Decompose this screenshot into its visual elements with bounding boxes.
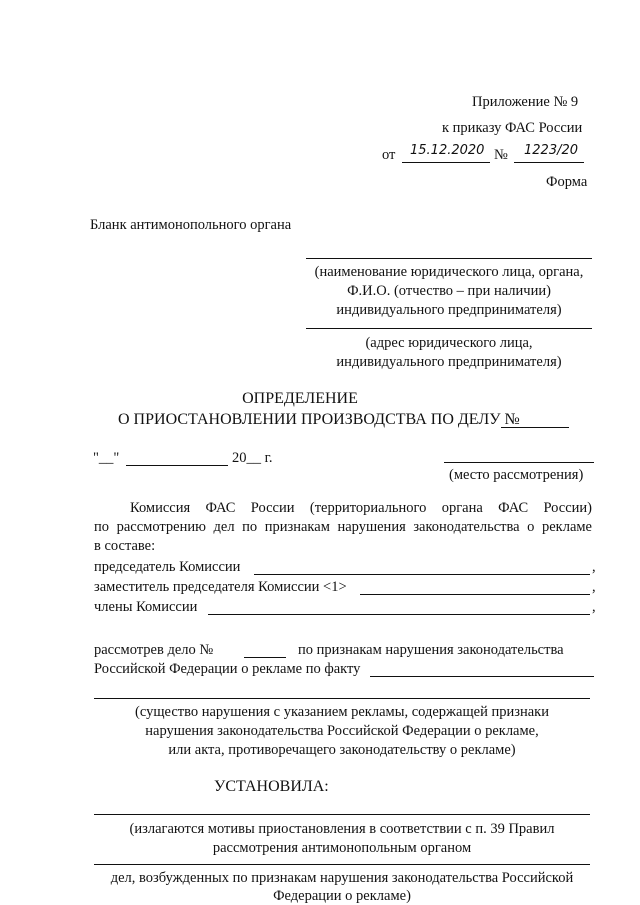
date-prefix: от bbox=[382, 147, 396, 163]
commission-intro-2: по рассмотрению дел по признакам нарушения законодательства о рекламе bbox=[94, 519, 592, 535]
considered-fact-label: Российской Федерации о рекламе по факту bbox=[94, 661, 361, 677]
violation-hint-1: (существо нарушения с указанием рекламы, содержащей признаки bbox=[135, 704, 549, 720]
place-line bbox=[444, 462, 594, 463]
number-line bbox=[514, 162, 584, 163]
considered-case-label: рассмотрев дело № bbox=[94, 642, 214, 658]
motives-line-2 bbox=[94, 864, 590, 865]
violation-line bbox=[94, 698, 590, 699]
recipient-name-hint-1: (наименование юридического лица, органа, bbox=[314, 264, 584, 280]
case-number-line bbox=[501, 427, 569, 428]
number-handwritten: 1223/20 bbox=[524, 143, 579, 158]
order-reference: к приказу ФАС России bbox=[442, 120, 583, 136]
chair-line bbox=[254, 574, 590, 575]
document-subtitle: О ПРИОСТАНОВЛЕНИИ ПРОИЗВОДСТВА ПО ДЕЛУ № bbox=[118, 411, 520, 428]
form-label: Форма bbox=[546, 174, 588, 190]
date-handwritten: 15.12.2020 bbox=[410, 143, 485, 158]
chair-label: председатель Комиссии bbox=[94, 559, 241, 575]
commission-intro-3: в составе: bbox=[94, 538, 156, 554]
recipient-name-hint-2: Ф.И.О. (отчество – при наличии) bbox=[347, 283, 551, 299]
appendix-number: Приложение № 9 bbox=[472, 94, 579, 110]
document-title: ОПРЕДЕЛЕНИЕ bbox=[242, 390, 358, 407]
recipient-address-line bbox=[306, 328, 592, 329]
motives-hint-3: дел, возбужденных по признакам нарушения законодательства Российской bbox=[110, 870, 574, 886]
motives-line bbox=[94, 814, 590, 815]
commission-intro-1: Комиссия ФАС России (территориального органа ФАС России) bbox=[130, 500, 592, 516]
considered-case-number-line bbox=[244, 657, 286, 658]
violation-hint-3: или акта, противоречащего законодательству о рекламе) bbox=[168, 742, 516, 758]
members-line bbox=[208, 614, 590, 615]
recipient-address-hint-2: индивидуального предпринимателя) bbox=[336, 354, 562, 370]
established-heading: УСТАНОВИЛА: bbox=[214, 778, 329, 795]
place-hint: (место рассмотрения) bbox=[449, 467, 584, 483]
considered-fact-line bbox=[370, 676, 594, 677]
motives-hint-2: рассмотрения антимонопольным органом bbox=[212, 840, 472, 856]
motives-hint-4: Федерации о рекламе) bbox=[273, 888, 411, 904]
considered-grounds: по признакам нарушения законодательства bbox=[298, 642, 564, 658]
recipient-address-hint-1: (адрес юридического лица, bbox=[365, 335, 533, 351]
deputy-line bbox=[360, 594, 590, 595]
members-comma: , bbox=[592, 599, 596, 615]
violation-hint-2: нарушения законодательства Российской Федерации о рекламе, bbox=[145, 723, 539, 739]
date-line bbox=[402, 162, 490, 163]
deputy-label: заместитель председателя Комиссии <1> bbox=[94, 579, 347, 595]
members-label: члены Комиссии bbox=[94, 599, 198, 615]
date-month-line bbox=[126, 465, 228, 466]
number-sign: № bbox=[494, 147, 508, 163]
motives-hint-1: (излагаются мотивы приостановления в соответствии с п. 39 Правил bbox=[129, 821, 555, 837]
date-year: 20__ г. bbox=[232, 450, 273, 466]
date-day: "__" bbox=[93, 450, 120, 466]
blank-label: Бланк антимонопольного органа bbox=[90, 217, 292, 233]
recipient-name-line bbox=[306, 258, 592, 259]
chair-comma: , bbox=[592, 559, 596, 575]
deputy-comma: , bbox=[592, 579, 596, 595]
recipient-name-hint-3: индивидуального предпринимателя) bbox=[336, 302, 562, 318]
